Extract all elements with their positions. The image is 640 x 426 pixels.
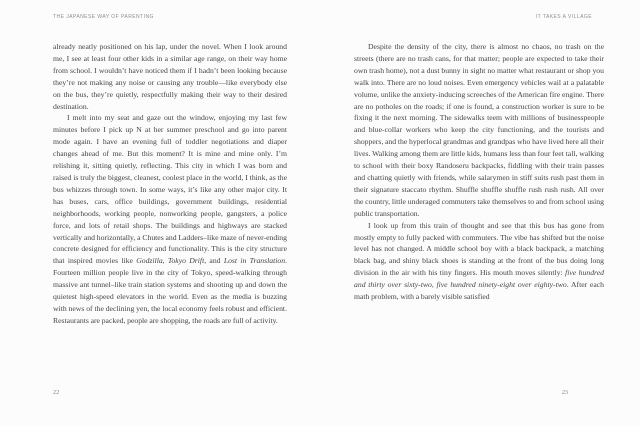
running-head-recto: IT TAKES A VILLAGE	[535, 14, 592, 20]
paragraph: I look up from this train of thought and see that this bus has gone from mostly empty to fully packed with commuters. The vibe has shifted but the noise level has not changed. A middle school boy with a black backpack, a matching black bag, and shiny black shoes is standing at the front of the bus doing long division in the air with his tiny fingers. His mouth moves silently: five hundred and thirty over sixty-two, five hundred ninety-eight over eighty-two. After each math problem, with a barely visible satisfied	[354, 220, 605, 302]
page-number-recto: 23	[561, 389, 568, 396]
page-body-recto	[354, 41, 604, 303]
paragraph: Despite the density of the city, there is almost no chaos, no trash on the streets (there are no trash cans, for that matter; people are expected to take their own trash home), not a dust bunny in sight no matter what restaurant or shop you walk into. There are no loud noises. Even emergency vehicles wail at a palatable volume, unlike the anxiety-inducing screeches of the American fire engine. There are no potholes on the roads; if one is found, a construction worker is sure to be fixing it the next morning. The sidewalks teem with millions of businesspeople and blue-collar workers who keep the city functioning, and the tourists and shoppers, and the hyperlocal grandmas and grandpas who have lived here all their lives. Walking among them are little kids, humans less than four feet tall, walking to school with their boxy Randoseru backpacks, fiddling with their train passes and chatting quietly with friends, while salarymen in stiff suits rush past them in their signature staccato rhythm. Shuffle shuffle shuffle rush rush rush. All over the country, little underaged commuters take themselves to and from school using public transportation.	[354, 42, 604, 218]
page-number-verso: 22	[53, 389, 60, 396]
page-body-verso	[53, 41, 287, 327]
page-left	[53, 0, 287, 426]
running-head-verso: THE JAPANESE WAY OF PARENTING	[53, 14, 154, 20]
page-right	[354, 0, 604, 426]
paragraph: already neatly positioned on his lap, under the novel. When I look around me, I see at least four other kids in a similar age range, on their way home from school. I wouldn’t have noticed them if I hadn’t been looking because they’re not making any noise or causing any trouble—like everybody else on the bus, they’re quietly, respectfully making their way to their desired destination.	[53, 42, 287, 111]
paragraph: I melt into my seat and gaze out the window, enjoying my last few minutes before I pick up N at her summer preschool and go into parent mode again. I have an evening full of toddler negotiations and diaper changes ahead of me. But this moment? It is mine and mine only. I’m relishing it, sitting quietly, reflecting. This city in which I was born and raised is truly the biggest, cleanest, coolest place in the world, I think, as the bus whizzes through town. In some ways, it’s like any other major city. It has buses, cars, office buildings, government buildings, residential neighborhoods, working people, nonworking people, gangsters, a police force, and lots of retail shops. The buildings and highways are stacked vertically and horizontally, a Chutes and Ladders–like maze of never-ending concrete designed for efficiency and functionality. This is the city structure that inspired movies like Godzilla, Tokyo Drift, and Lost in Translation. Fourteen million people live in the city of Tokyo, speed-walking through massive ant tunnel–like train station systems and shooting up and down the quietest high-speed elevators in the world. Even as the media is buzzing with news of the declining yen, the local economy feels robust and efficient. Restaurants are packed, people are shopping, the roads are full of activity.	[53, 113, 287, 325]
